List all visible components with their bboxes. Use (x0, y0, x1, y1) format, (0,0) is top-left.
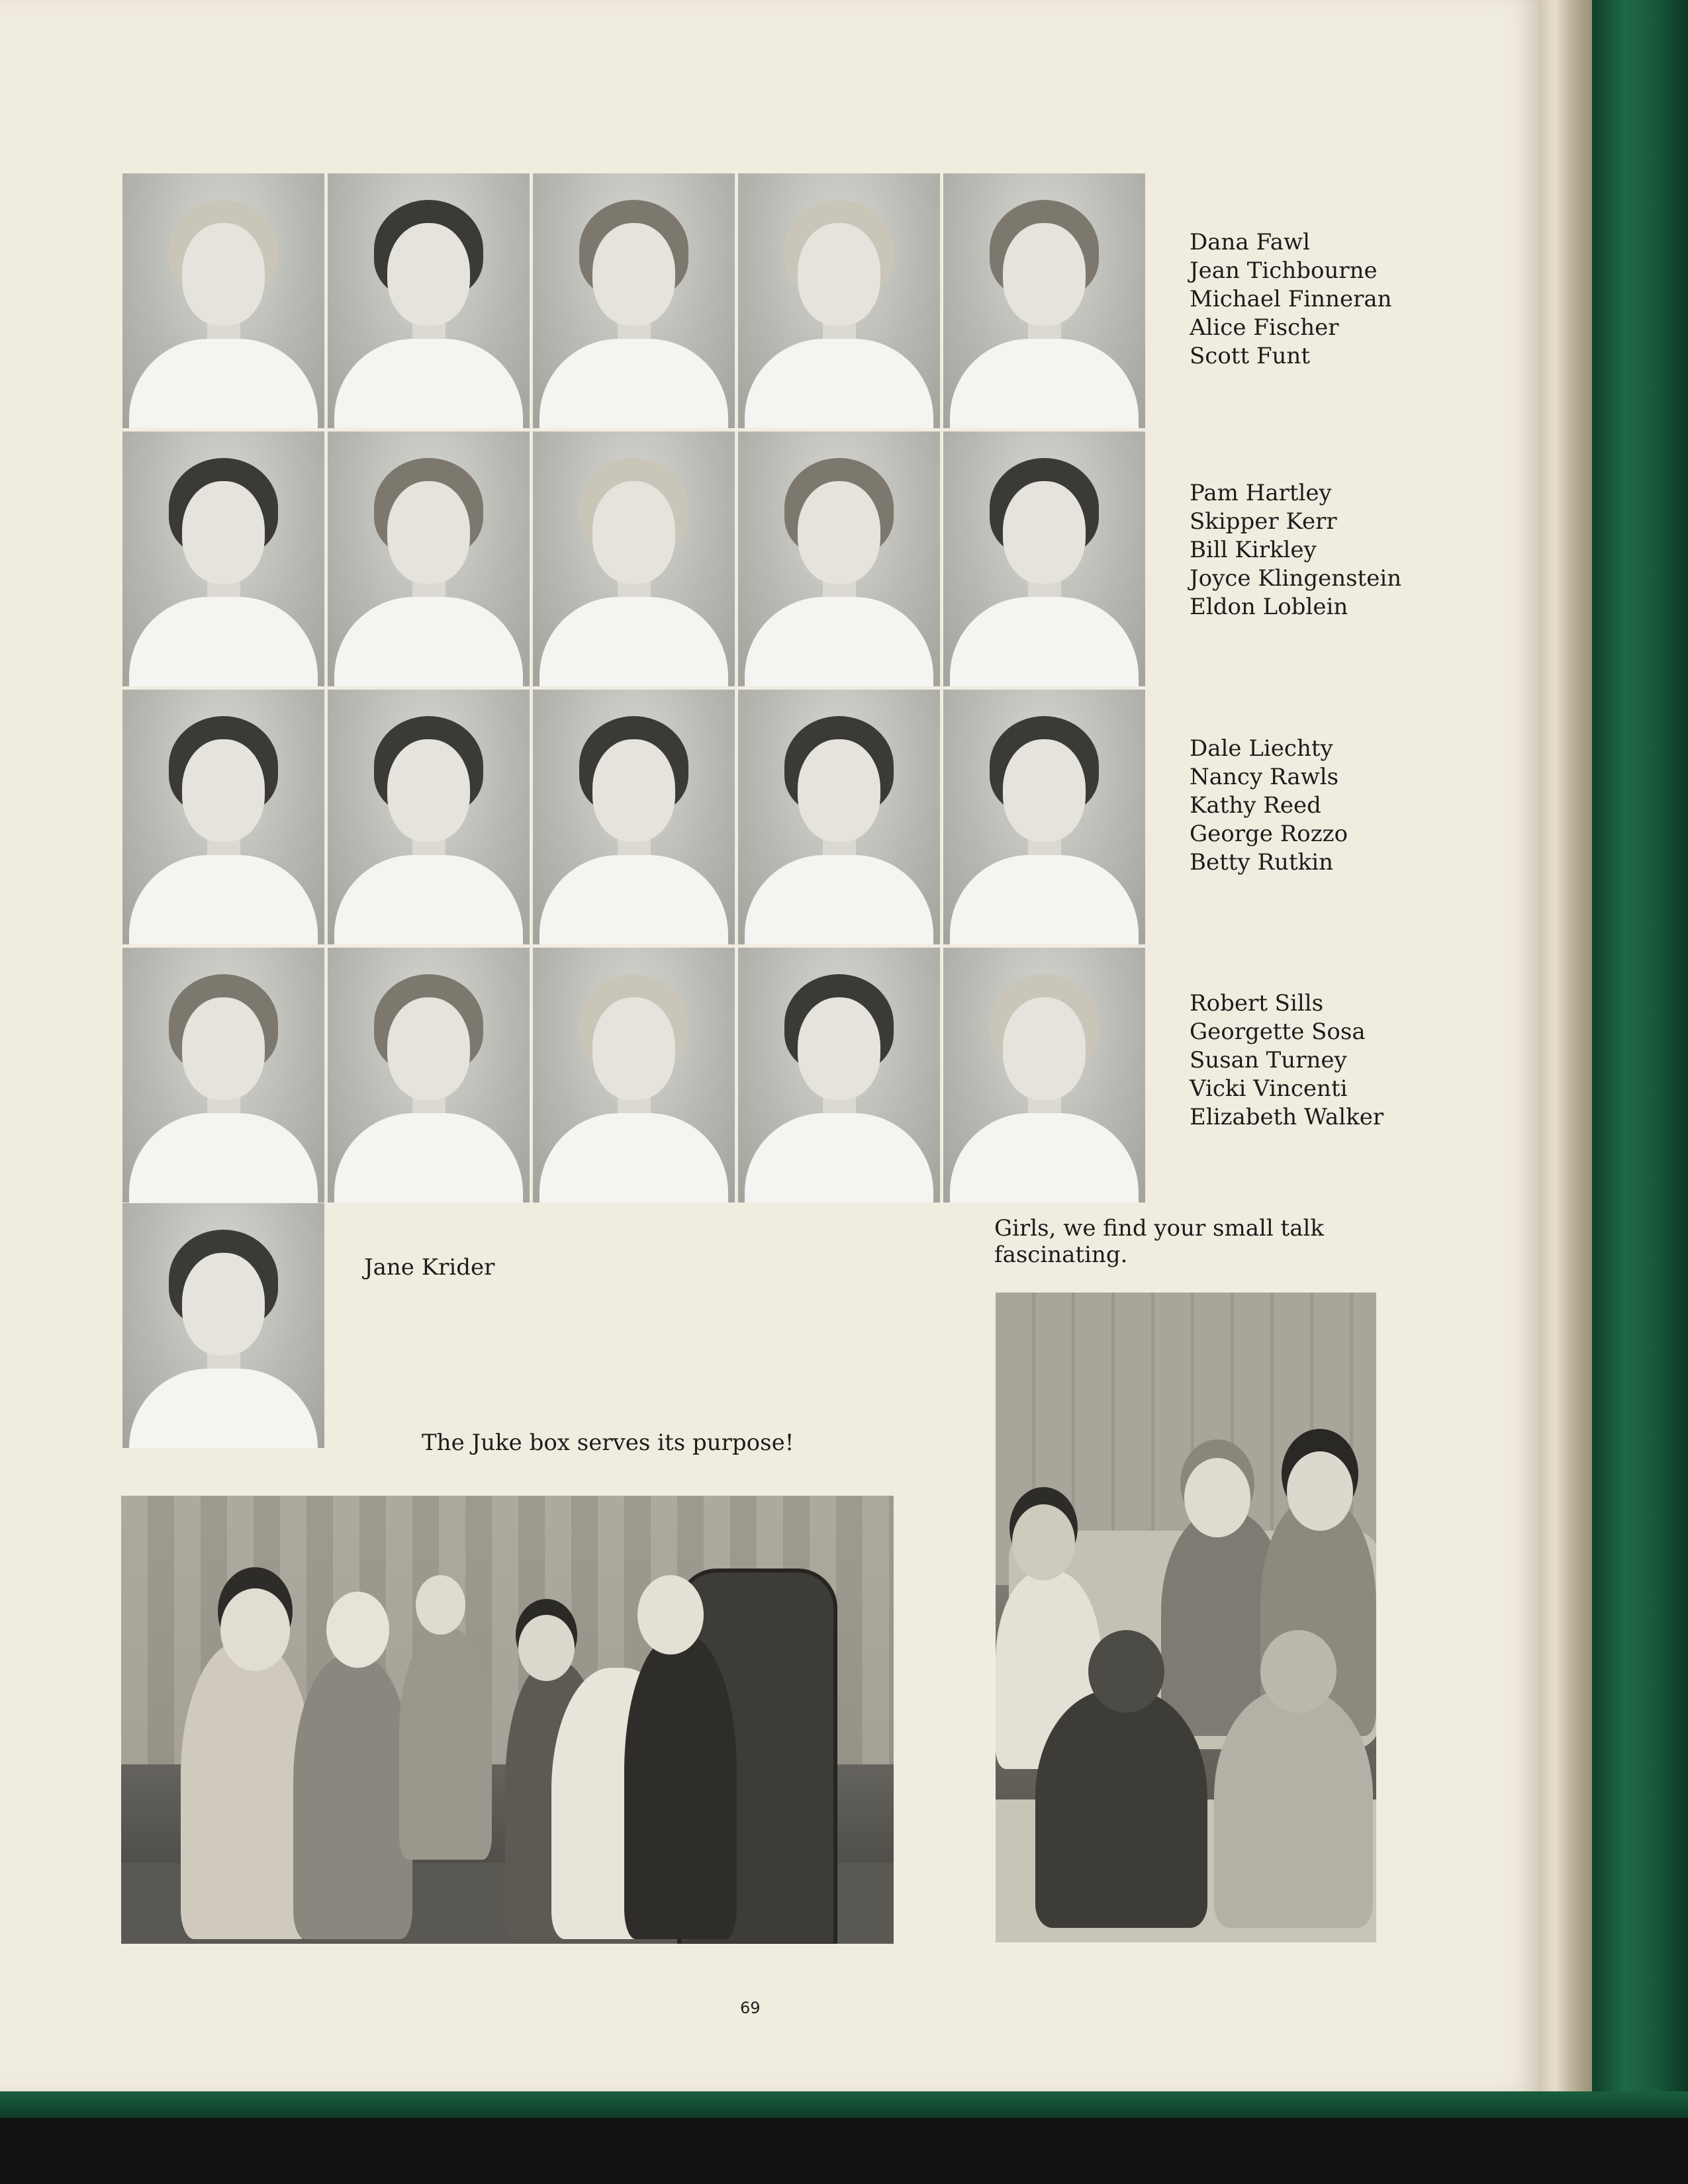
student-name: Jean Tichbourne (1190, 257, 1378, 284)
portrait-grid (122, 173, 1158, 1196)
portrait-photo (122, 173, 324, 428)
girls-small-talk-photo (996, 1293, 1376, 1942)
name-list-row-4 (1190, 989, 1468, 1132)
student-name: Elizabeth Walker (1190, 1104, 1384, 1130)
student-name: Scott Funt (1190, 343, 1310, 369)
portrait-photo-single (122, 1203, 324, 1448)
name-list-row-1 (1190, 228, 1468, 371)
student-name: Bill Kirkley (1190, 537, 1317, 563)
jukebox-dance-photo (121, 1496, 894, 1944)
portrait-photo (738, 948, 940, 1203)
student-name: Skipper Kerr (1190, 508, 1337, 535)
portrait-photo (943, 173, 1145, 428)
girls-photo-caption (994, 1215, 1391, 1268)
student-name: Susan Turney (1190, 1047, 1347, 1073)
student-name: George Rozzo (1190, 821, 1348, 847)
student-name: Nancy Rawls (1190, 764, 1339, 790)
student-name: Vicki Vincenti (1190, 1075, 1348, 1102)
student-name: Dana Fawl (1190, 229, 1311, 255)
portrait-photo (738, 173, 940, 428)
green-book-cover-bottom (0, 2091, 1688, 2118)
student-name: Robert Sills (1190, 990, 1324, 1017)
caption-line: Girls, we find your small talk (994, 1215, 1324, 1242)
name-list-row-3 (1190, 735, 1468, 877)
portrait-photo (122, 432, 324, 686)
portrait-photo (943, 948, 1145, 1203)
portrait-photo (328, 173, 530, 428)
portrait-photo (943, 432, 1145, 686)
student-name: Betty Rutkin (1190, 849, 1333, 876)
student-name: Michael Finneran (1190, 286, 1392, 312)
portrait-photo (122, 948, 324, 1203)
student-name: Kathy Reed (1190, 792, 1321, 819)
student-name: Dale Liechty (1190, 735, 1333, 762)
single-student-name: Jane Krider (364, 1254, 495, 1281)
page-number: 69 (740, 1999, 761, 2017)
portrait-photo (533, 173, 735, 428)
student-name: Eldon Loblein (1190, 594, 1348, 620)
portrait-photo (943, 690, 1145, 944)
portrait-photo (328, 432, 530, 686)
portrait-photo (533, 432, 735, 686)
portrait-photo (738, 432, 940, 686)
student-name: Alice Fischer (1190, 314, 1339, 341)
portrait-photo (533, 690, 735, 944)
portrait-photo (533, 948, 735, 1203)
portrait-photo (122, 690, 324, 944)
portrait-photo (328, 948, 530, 1203)
student-name: Joyce Klingenstein (1190, 565, 1402, 592)
name-list-row-2 (1190, 479, 1468, 621)
student-name: Georgette Sosa (1190, 1019, 1366, 1045)
student-name: Pam Hartley (1190, 480, 1332, 506)
portrait-photo (328, 690, 530, 944)
portrait-photo (738, 690, 940, 944)
page-binding (1539, 0, 1592, 2091)
caption-line: fascinating. (994, 1242, 1128, 1268)
jukebox-photo-caption: The Juke box serves its purpose! (422, 1430, 794, 1456)
green-book-cover (1592, 0, 1688, 2105)
